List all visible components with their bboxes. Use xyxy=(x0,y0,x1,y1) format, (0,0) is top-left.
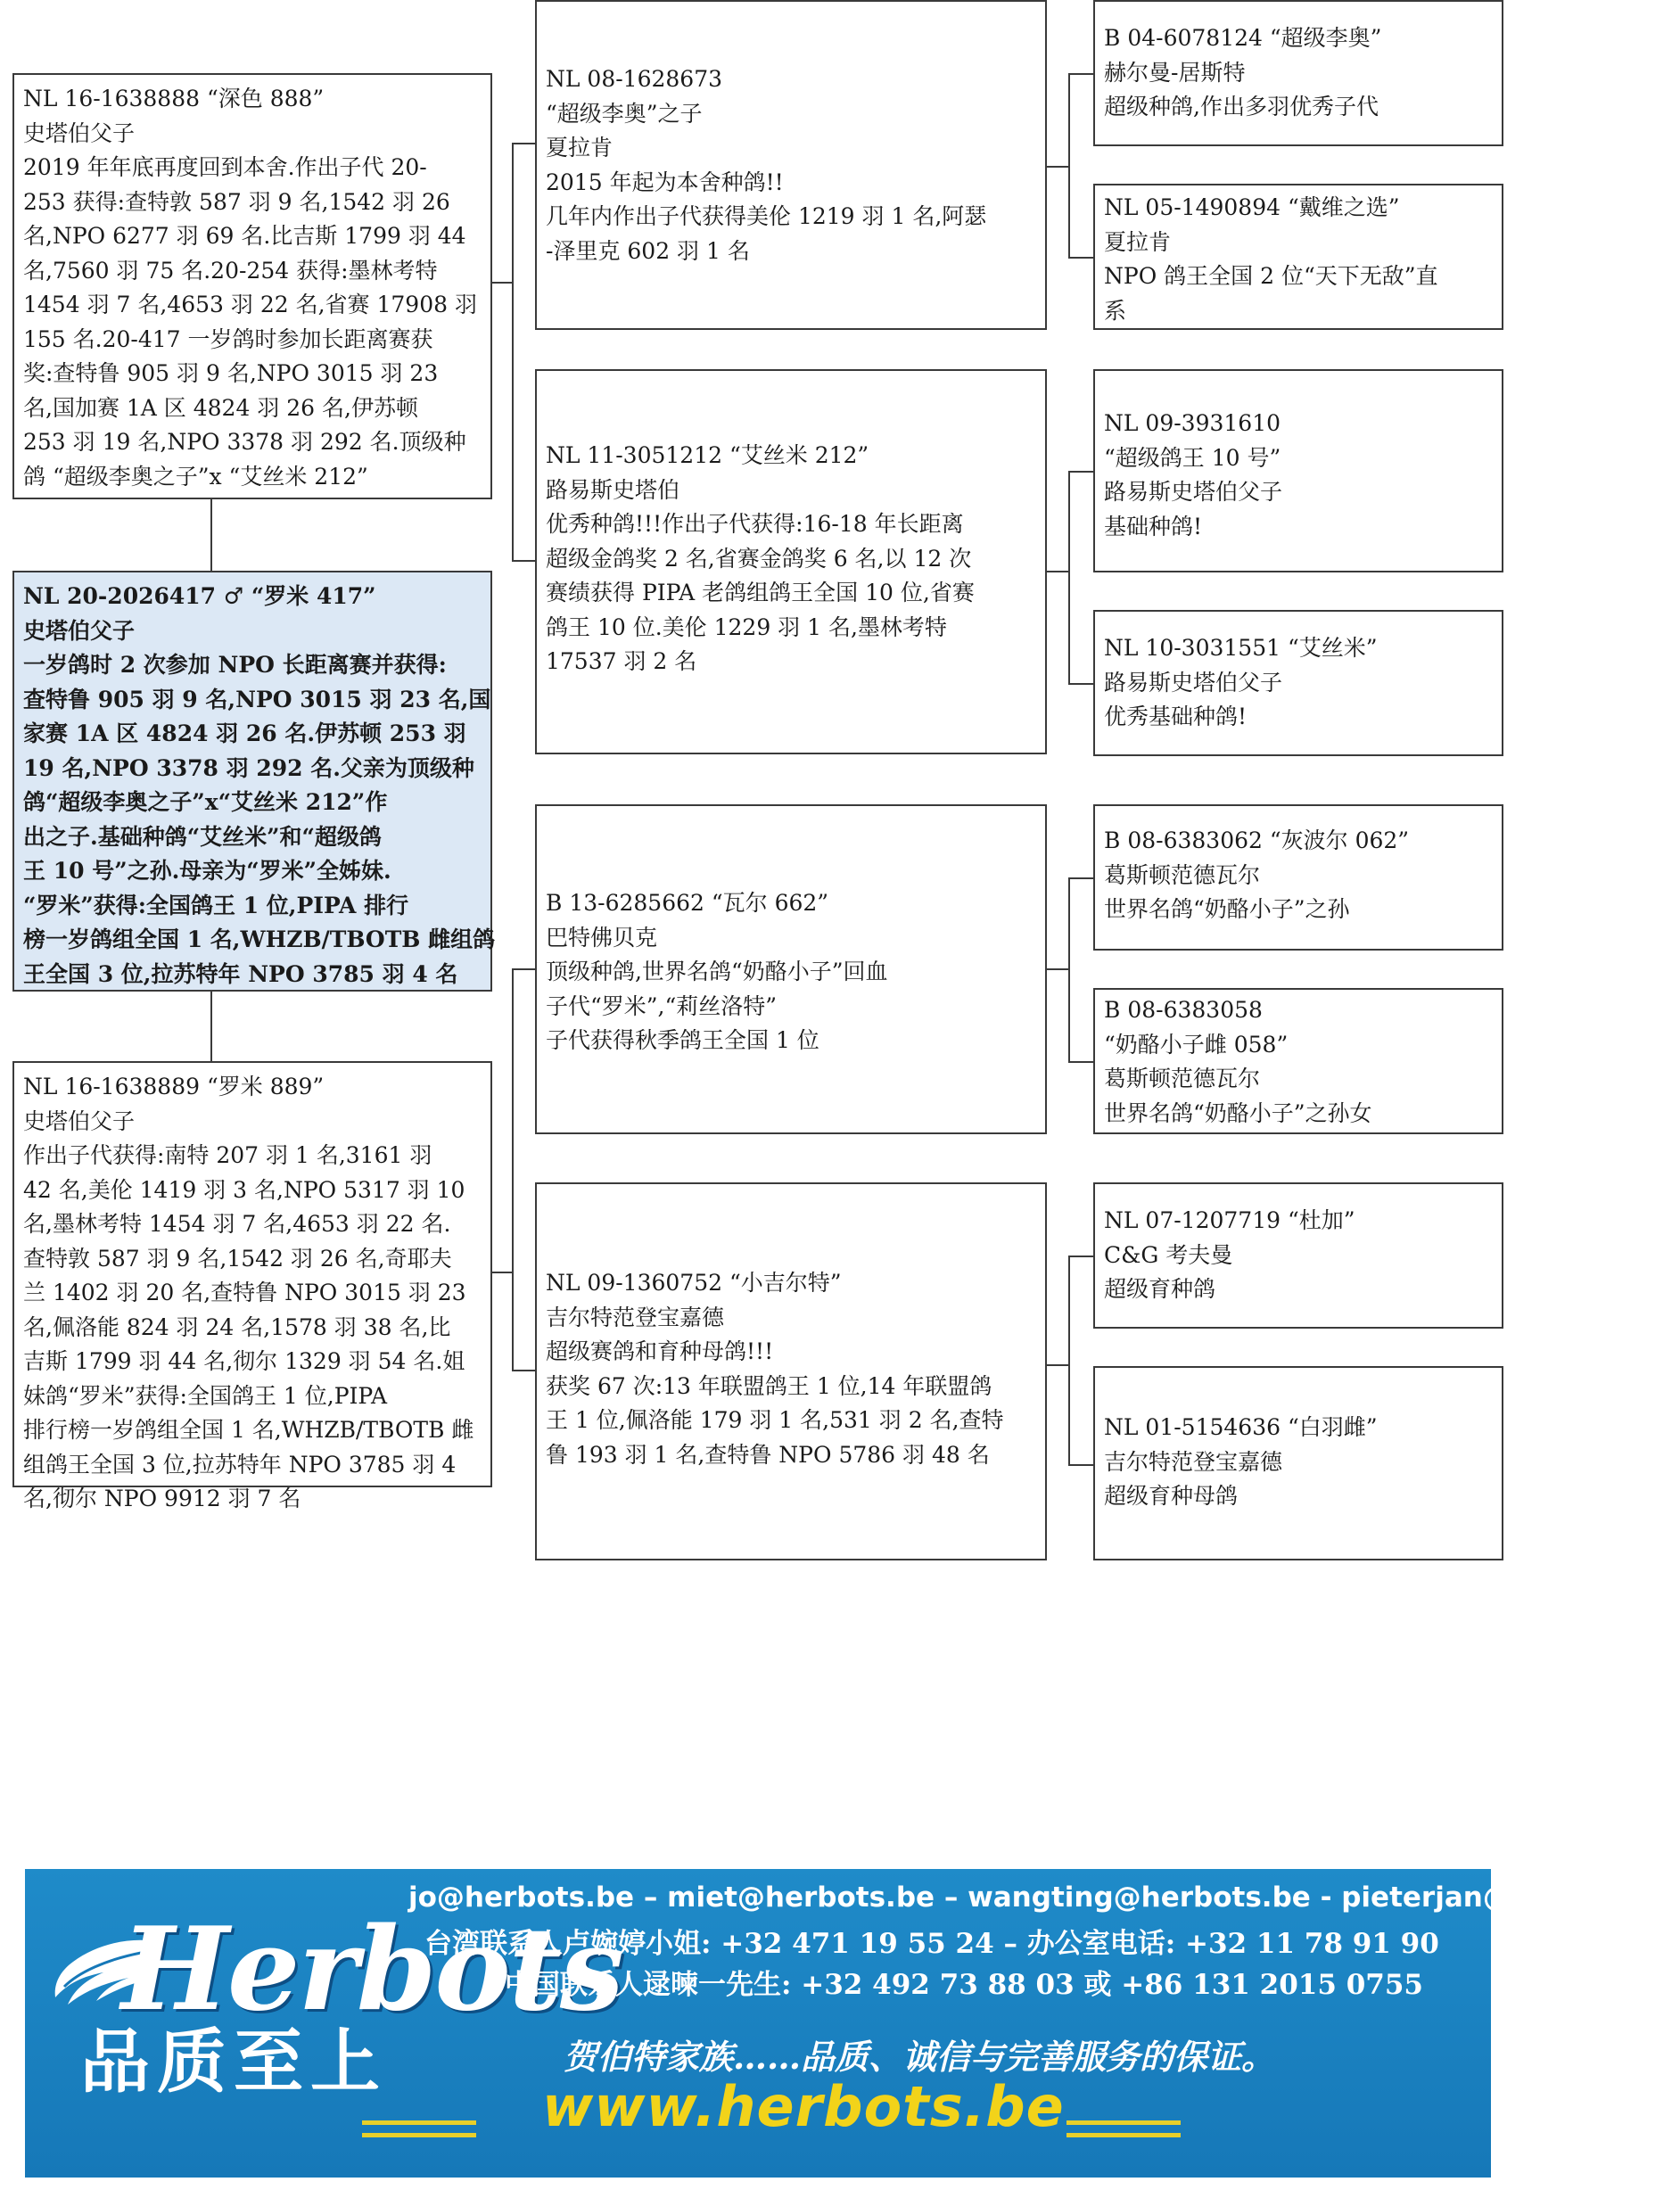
pedigree-box-ssd xyxy=(1093,184,1503,330)
pedigree-text-line: 王 10 号”之孙.母亲为“罗米”全姊妹. xyxy=(23,858,391,884)
connector-line xyxy=(512,143,514,562)
pedigree-text-line: “超级李奥”之子 xyxy=(546,100,703,127)
pedigree-text-line: 鲁 193 羽 1 名,查特鲁 NPO 5786 羽 48 名 xyxy=(546,1441,990,1468)
pedigree-box-sire xyxy=(12,73,492,499)
pedigree-text-line: 世界名鸽“奶酪小子”之孙女 xyxy=(1104,1099,1372,1126)
connector-line xyxy=(512,560,535,562)
pedigree-text-line: 子代获得秋季鸽王全国 1 位 xyxy=(546,1027,819,1053)
pedigree-text-line: 葛斯顿范德瓦尔 xyxy=(1104,1066,1261,1091)
pedigree-text-line: NL 16-1638888 “深色 888” xyxy=(23,86,325,111)
pedigree-text-line: 出之子.基础种鸽“艾丝米”和“超级鸽 xyxy=(23,823,382,850)
pedigree-text-line: “奶酪小子雌 058” xyxy=(1104,1031,1289,1058)
pedigree-text-line: 基础种鸽! xyxy=(1104,513,1203,539)
pedigree-text-line: 鸽“超级李奥之子”x“艾丝米 212”作 xyxy=(23,789,388,815)
pedigree-text-line: NL 09-3931610 xyxy=(1104,410,1281,436)
pedigree-text-line: NPO 鸽王全国 2 位“天下无敌”直 xyxy=(1104,263,1438,289)
pedigree-text-line: 世界名鸽“奶酪小子”之孙 xyxy=(1104,896,1350,922)
pedigree-text-line: 17537 羽 2 名 xyxy=(546,648,697,674)
pedigree-box-sdd xyxy=(1093,610,1503,756)
pedigree-text-line: 路易斯史塔伯 xyxy=(546,476,680,503)
connector-line xyxy=(492,1272,514,1273)
pedigree-text-line: 名,墨林考特 1454 羽 7 名,4653 羽 22 名. xyxy=(23,1211,451,1237)
pedigree-text-line: 路易斯史塔伯父子 xyxy=(1104,669,1283,696)
pedigree-text-line: 253 羽 19 名,NPO 3378 羽 292 名.顶级种 xyxy=(23,429,466,455)
pedigree-text-line: 优秀种鸽!!!作出子代获得:16-18 年长距离 xyxy=(546,511,964,537)
pedigree-text-line: 夏拉肯 xyxy=(546,135,614,161)
pedigree-text-line: 史塔伯父子 xyxy=(23,1107,136,1134)
pedigree-text-line: 赛绩获得 PIPA 老鸽组鸽王全国 10 位,省赛 xyxy=(546,580,975,605)
connector-line xyxy=(512,1370,535,1371)
pedigree-box-sire-sire xyxy=(535,0,1047,330)
connector-line xyxy=(1047,1364,1070,1366)
pedigree-text-line: NL 20-2026417 ♂ “罗米 417” xyxy=(23,583,376,609)
pedigree-box-sds xyxy=(1093,369,1503,572)
pedigree-text-line: 42 名,美伦 1419 羽 3 名,NPO 5317 羽 10 xyxy=(23,1176,465,1203)
pedigree-text-line: 鸽王 10 位.美伦 1229 羽 1 名,墨林考特 xyxy=(546,613,947,640)
connector-line xyxy=(512,143,535,144)
connector-line xyxy=(1068,877,1070,1063)
pedigree-text-line: 查特敦 587 羽 9 名,1542 羽 26 名,奇耶夫 xyxy=(23,1245,452,1272)
connector-line xyxy=(1068,471,1093,473)
pedigree-text-line: 超级种鸽,作出多羽优秀子代 xyxy=(1104,94,1379,119)
connector-line xyxy=(1068,1256,1093,1257)
connector-line xyxy=(210,992,212,1061)
pedigree-text-line: 赫尔曼-居斯特 xyxy=(1104,59,1246,86)
pedigree-text-line: 葛斯顿范德瓦尔 xyxy=(1104,861,1261,888)
pedigree-text-line: 夏拉肯 xyxy=(1104,228,1172,255)
pedigree-box-ddd xyxy=(1093,1366,1503,1560)
pedigree-text-line: “超级鸽王 10 号” xyxy=(1104,444,1281,471)
connector-line xyxy=(1068,73,1093,75)
connector-line xyxy=(1068,683,1093,685)
pedigree-text-line: NL 05-1490894 “戴维之选” xyxy=(1104,194,1400,220)
connector-line xyxy=(210,499,212,571)
pedigree-text-line: 组鸽王全国 3 位,拉苏特年 NPO 3785 羽 4 xyxy=(23,1451,457,1478)
pedigree-text-line: 名,7560 羽 75 名.20-254 获得:墨林考特 xyxy=(23,257,438,284)
pedigree-text-line: 一岁鸽时 2 次参加 NPO 长距离赛并获得: xyxy=(23,652,447,678)
tagline: 贺伯特家族……品质、诚信与完善服务的保证。 xyxy=(564,2037,1276,2077)
pedigree-text-line: NL 09-1360752 “小吉尔特” xyxy=(546,1270,842,1296)
taiwan-contact: 台湾联系人卢婉婷小姐: +32 471 19 55 24 – 办公室电话: +32 11 78 91 90 xyxy=(424,1928,1439,1960)
pedigree-text-line: 获奖 67 次:13 年联盟鸽王 1 位,14 年联盟鸽 xyxy=(546,1372,992,1399)
pedigree-text-line: NL 07-1207719 “杜加” xyxy=(1104,1207,1355,1233)
pedigree-text-line: 巴特佛贝克 xyxy=(546,924,658,951)
connector-line xyxy=(1068,1256,1070,1466)
connector-line xyxy=(1047,571,1070,572)
pedigree-text-line: “罗米”获得:全国鸽王 1 位,PIPA 排行 xyxy=(23,892,409,918)
pedigree-box-dam xyxy=(12,1061,492,1511)
china-contact: 中国联系人逯暕一先生: +32 492 73 88 03 或 +86 131 2015 0755 xyxy=(505,1969,1423,2001)
pedigree-text-line: NL 11-3051212 “艾丝米 212” xyxy=(546,442,869,468)
decorative-rule-right xyxy=(1066,2120,1181,2125)
pedigree-text-line: 超级育种鸽 xyxy=(1104,1276,1216,1302)
pedigree-text-line: B 04-6078124 “超级李奥” xyxy=(1104,25,1382,51)
pedigree-text-line: 超级赛鸽和育种母鸽!!! xyxy=(546,1338,774,1364)
pedigree-text-line: 吉斯 1799 羽 44 名,彻尔 1329 羽 54 名.姐 xyxy=(23,1348,465,1374)
connector-line xyxy=(1068,73,1070,259)
pedigree-text-line: 兰 1402 羽 20 名,查特鲁 NPO 3015 羽 23 xyxy=(23,1280,466,1305)
pedigree-text-line: 几年内作出子代获得美伦 1219 羽 1 名,阿瑟 xyxy=(546,203,987,229)
connector-line xyxy=(512,968,535,970)
pedigree-text-line: 超级育种母鸽 xyxy=(1104,1483,1239,1509)
pedigree-text-line: 系 xyxy=(1104,297,1127,324)
pedigree-text-line: 名,佩洛能 824 羽 24 名,1578 羽 38 名,比 xyxy=(23,1313,451,1340)
connector-line xyxy=(1047,166,1070,168)
pedigree-text-line: NL 10-3031551 “艾丝米” xyxy=(1104,635,1378,661)
pedigree-text-line: NL 16-1638889 “罗米 889” xyxy=(23,1074,325,1099)
pedigree-text-line: -泽里克 602 羽 1 名 xyxy=(546,237,750,264)
pedigree-text-line: 查特鲁 905 羽 9 名,NPO 3015 羽 23 名,国 xyxy=(23,686,491,712)
pedigree-box-subject xyxy=(12,571,496,992)
pedigree-text-line: C&G 考夫曼 xyxy=(1104,1241,1233,1268)
pedigree-box-dam-sire xyxy=(535,804,1047,1134)
connector-line xyxy=(492,282,514,284)
pedigree-text-line: 2019 年年底再度回到本舍.作出子代 20- xyxy=(23,154,427,180)
pedigree-text-line: 家赛 1A 区 4824 羽 26 名.伊苏顿 253 羽 xyxy=(23,720,466,746)
connector-line xyxy=(1068,1061,1093,1063)
connector-line xyxy=(1068,471,1070,685)
pedigree-text-line: B 08-6383062 “灰波尔 062” xyxy=(1104,827,1410,853)
pedigree-text-line: 作出子代获得:南特 207 羽 1 名,3161 羽 xyxy=(23,1142,432,1168)
pedigree-box-dsd xyxy=(1093,988,1503,1134)
pedigree-text-line: 19 名,NPO 3378 羽 292 名.父亲为顶级种 xyxy=(23,754,474,781)
connector-line xyxy=(512,968,514,1371)
logo-text: Herbots xyxy=(121,1903,622,2037)
pedigree-box-sss xyxy=(1093,0,1503,146)
pedigree-text-line: B 13-6285662 “瓦尔 662” xyxy=(546,890,829,916)
pedigree-text-line: 1454 羽 7 名,4653 羽 22 名,省赛 17908 羽 xyxy=(23,292,477,317)
pedigree-text-line: 妹鸽“罗米”获得:全国鸽王 1 位,PIPA xyxy=(23,1382,388,1409)
pedigree-text-line: 253 获得:查特敦 587 羽 9 名,1542 羽 26 xyxy=(23,188,450,215)
pedigree-text-line: 超级金鸽奖 2 名,省赛金鸽奖 6 名,以 12 次 xyxy=(546,545,972,572)
connector-line xyxy=(1047,968,1070,970)
pedigree-text-line: 名,彻尔 NPO 9912 羽 7 名 xyxy=(23,1486,301,1511)
pedigree-text-line: B 08-6383058 xyxy=(1104,997,1263,1023)
connector-line xyxy=(1068,877,1093,879)
pedigree-text-line: 155 名.20-417 一岁鸽时参加长距离赛获 xyxy=(23,325,433,352)
pedigree-box-sire-dam xyxy=(535,369,1047,754)
pedigree-box-dss xyxy=(1093,804,1503,951)
footer-banner xyxy=(25,1869,1680,2178)
website-link[interactable]: www.herbots.be xyxy=(542,2074,1065,2139)
pedigree-text-line: NL 08-1628673 xyxy=(546,66,723,92)
pedigree-text-line: 吉尔特范登宝嘉德 xyxy=(1104,1448,1283,1475)
connector-line xyxy=(1068,257,1093,259)
pedigree-text-line: 名,国加赛 1A 区 4824 羽 26 名,伊苏顿 xyxy=(23,394,418,421)
pedigree-text-line: NL 01-5154636 “白羽雌” xyxy=(1104,1414,1378,1440)
pedigree-text-line: 史塔伯父子 xyxy=(23,119,136,146)
pedigree-text-line: 奖:查特鲁 905 羽 9 名,NPO 3015 羽 23 xyxy=(23,360,439,386)
pedigree-text-line: 优秀基础种鸽! xyxy=(1104,704,1248,729)
pedigree-text-line: 王全国 3 位,拉苏特年 NPO 3785 羽 4 名 xyxy=(23,960,458,987)
pedigree-text-line: 排行榜一岁鸽组全国 1 名,WHZB/TBOTB 雌 xyxy=(23,1417,474,1443)
decorative-rule-right xyxy=(1066,2133,1181,2137)
pedigree-text-line: 吉尔特范登宝嘉德 xyxy=(546,1304,725,1330)
pedigree-text-line: 王 1 位,佩洛能 179 羽 1 名,531 羽 2 名,查特 xyxy=(546,1407,1004,1433)
decorative-rule-left xyxy=(362,2120,476,2125)
pedigree-text-line: 榜一岁鸽组全国 1 名,WHZB/TBOTB 雌组鸽 xyxy=(23,926,496,952)
pedigree-text-line: 名,NPO 6277 羽 69 名.比吉斯 1799 羽 44 xyxy=(23,223,466,249)
pedigree-text-line: 路易斯史塔伯父子 xyxy=(1104,479,1283,505)
contact-emails: jo@herbots.be – miet@herbots.be – wangting@herbots.be - pieterjan@herbots.be xyxy=(408,1881,1680,1914)
decorative-rule-left xyxy=(362,2133,476,2137)
pedigree-text-line: 顶级种鸽,世界名鸽“奶酪小子”回血 xyxy=(546,959,888,984)
pedigree-text-line: 史塔伯父子 xyxy=(23,617,136,644)
connector-line xyxy=(1068,1464,1093,1466)
pedigree-text-line: 2015 年起为本舍种鸽!! xyxy=(546,169,784,195)
pedigree-text-line: 鸽 “超级李奥之子”x “艾丝米 212” xyxy=(23,463,368,490)
pedigree-box-dam-dam xyxy=(535,1182,1047,1560)
pedigree-box-dds xyxy=(1093,1182,1503,1329)
slogan: 品质至上 xyxy=(80,2021,388,2103)
pedigree-text-line: 子代“罗米”,“莉丝洛特” xyxy=(546,992,778,1019)
